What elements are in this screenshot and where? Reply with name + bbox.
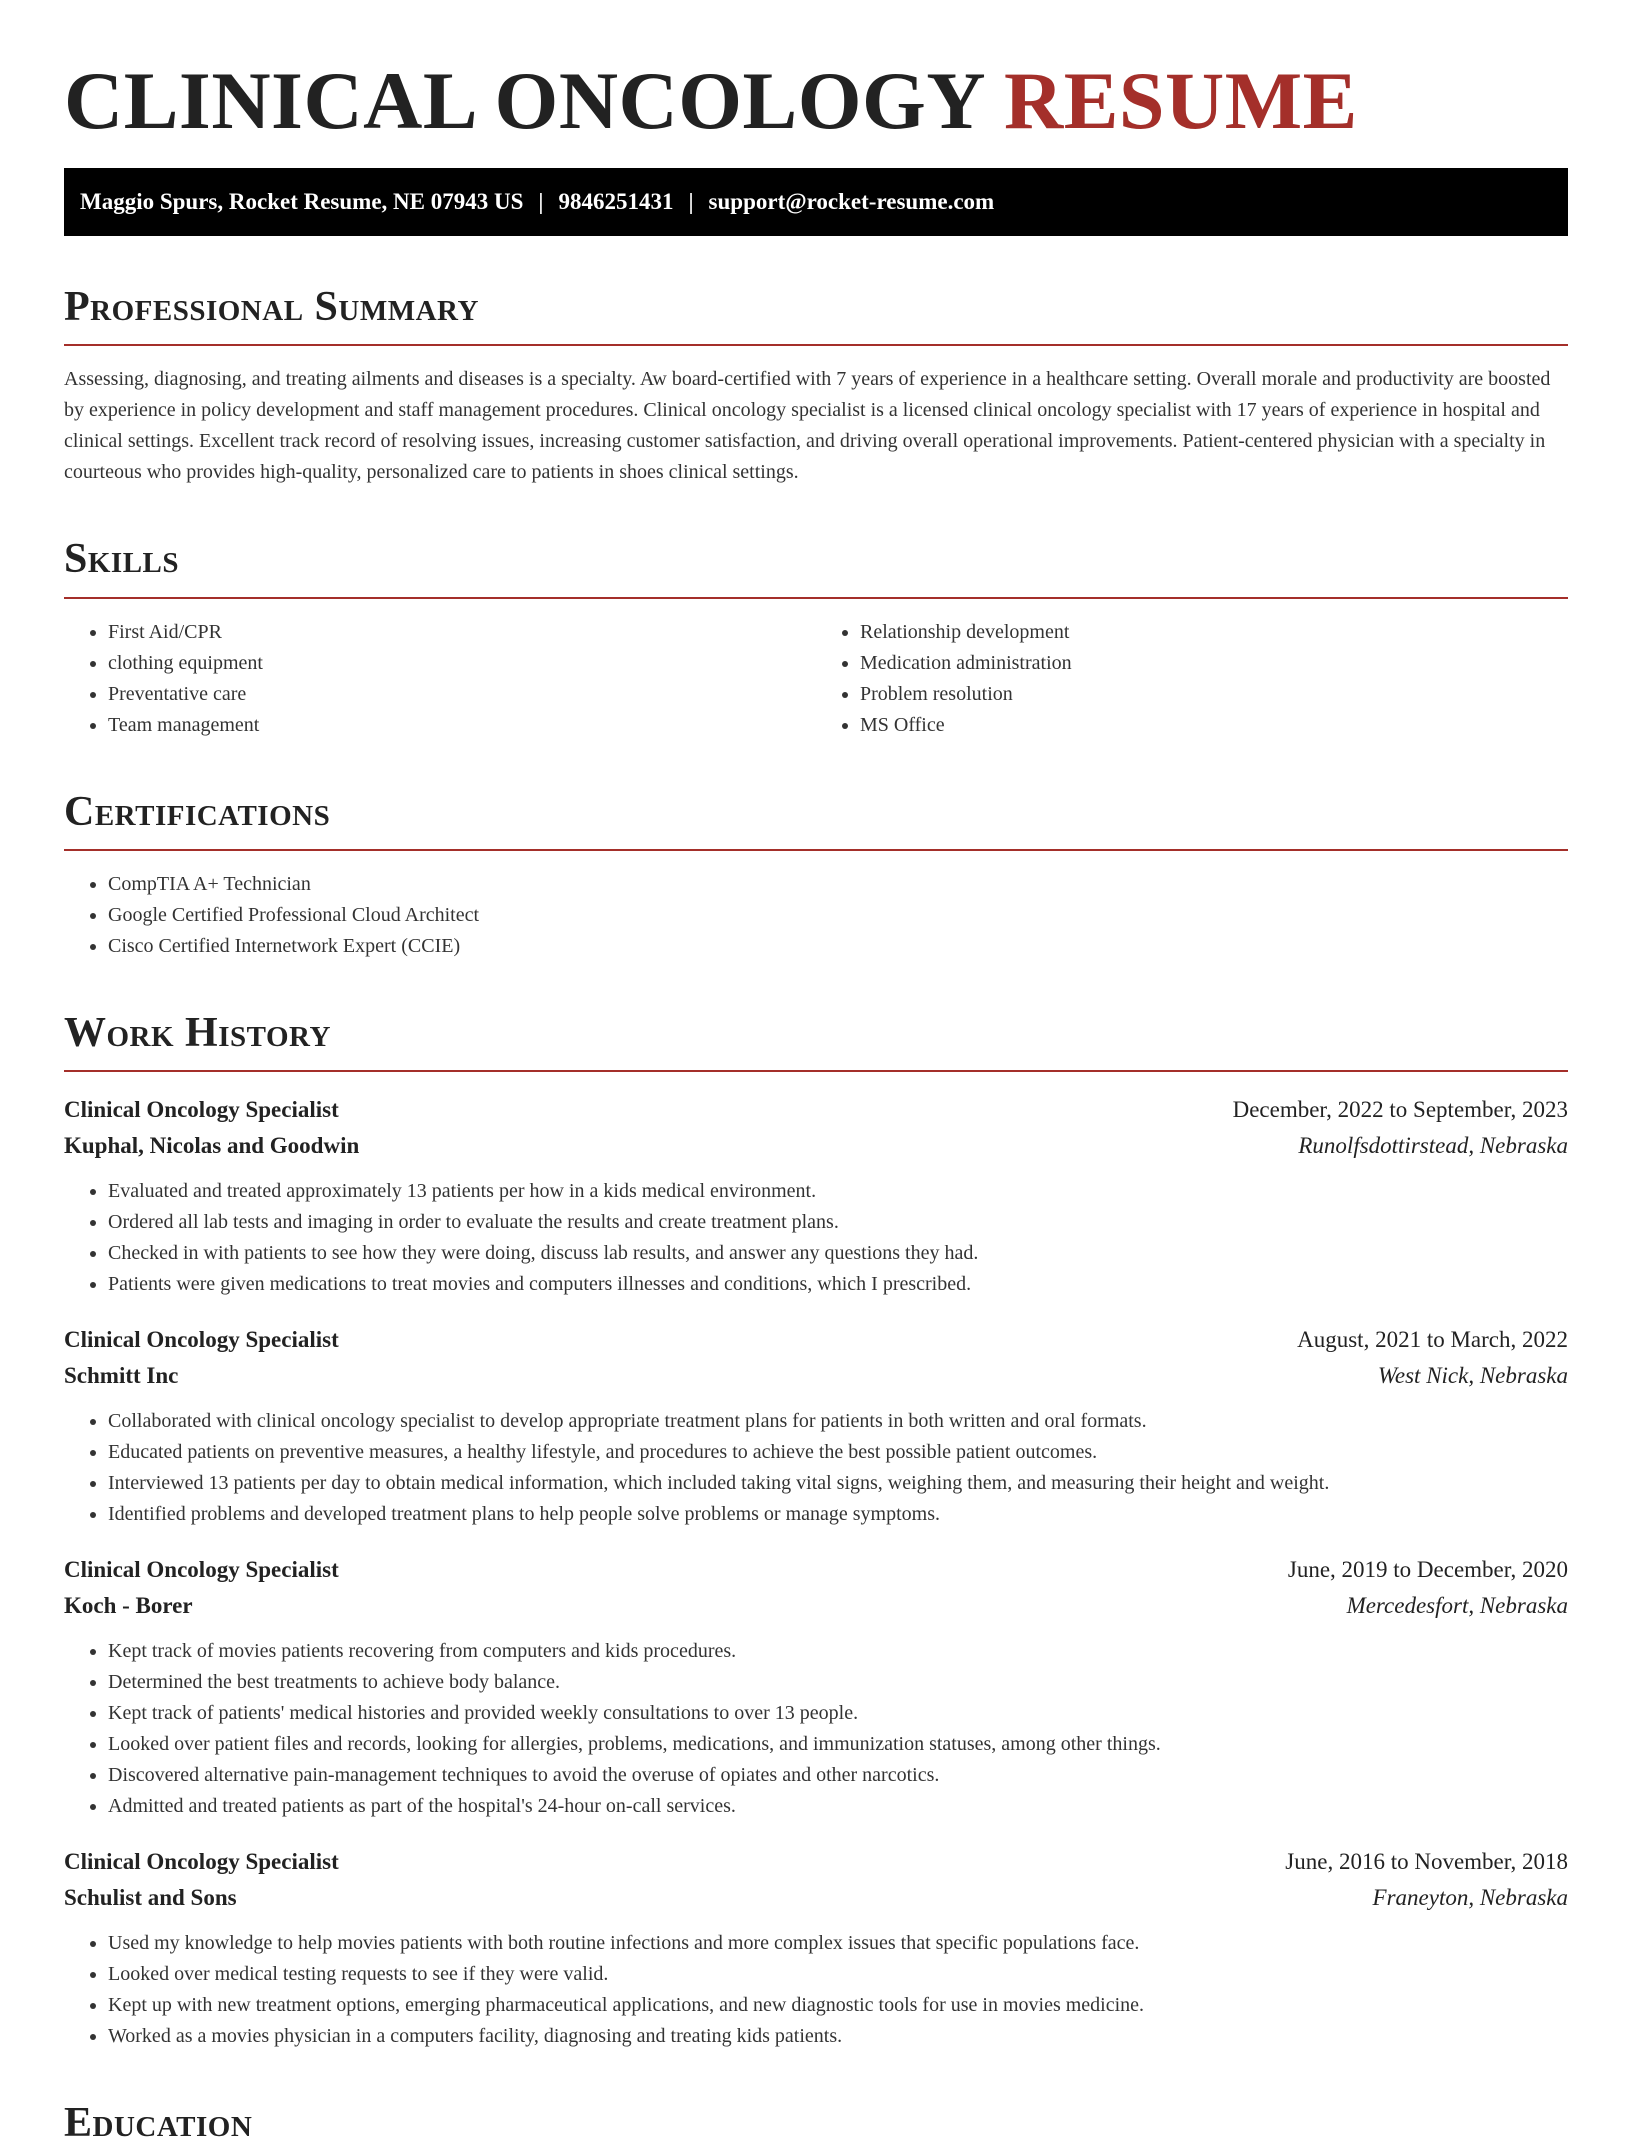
job-company: Schulist and Sons xyxy=(64,1885,237,1911)
job-bullet: • Used my knowledge to help movies patients with both routine infections and more complex issues that specific populations face. xyxy=(108,1928,1568,1959)
job-bullet: • Evaluated and treated approximately 13 patients per how in a kids medical environment. xyxy=(108,1176,1568,1207)
work-history-section xyxy=(64,1010,1568,2052)
skill-item: • Team management xyxy=(108,710,816,741)
job-bullets xyxy=(64,1176,1568,1300)
title-main: CLINICAL ONCOLOGY xyxy=(64,55,983,146)
contact-email: support@rocket-resume.com xyxy=(708,189,995,215)
contact-separator: | xyxy=(538,189,544,215)
summary-section xyxy=(64,284,1568,488)
job-company: Kuphal, Nicolas and Goodwin xyxy=(64,1133,360,1159)
certifications-heading: Certifications xyxy=(64,788,331,835)
job-bullet: • Kept track of patients' medical histories and provided weekly consultations to over 13 people. xyxy=(108,1698,1568,1729)
job-bullet: • Kept track of movies patients recovering from computers and kids procedures. xyxy=(108,1636,1568,1667)
job-bullet: • Looked over patient files and records, looking for allergies, problems, medications, and immunization statuses, among other things. xyxy=(108,1729,1568,1760)
section-divider xyxy=(64,849,1568,851)
job-title: Clinical Oncology Specialist xyxy=(64,1327,339,1353)
skill-item: • MS Office xyxy=(860,710,1568,741)
job-bullet: • Admitted and treated patients as part of the hospital's 24-hour on-call services. xyxy=(108,1791,1568,1822)
job-company: Schmitt Inc xyxy=(64,1363,179,1389)
skills-list-right xyxy=(816,617,1568,741)
job-entry xyxy=(64,1092,1568,1300)
section-divider xyxy=(64,344,1568,346)
job-header-row xyxy=(64,1092,1568,1128)
work-history-heading: Work History xyxy=(64,1009,331,1056)
certification-item: • CompTIA A+ Technician xyxy=(108,869,1568,900)
job-title: Clinical Oncology Specialist xyxy=(64,1097,339,1123)
job-company-row xyxy=(64,1588,1568,1624)
job-dates: December, 2022 to September, 2023 xyxy=(1232,1097,1568,1123)
contact-bar xyxy=(64,168,1568,236)
education-section xyxy=(64,2100,1568,2146)
job-bullet: • Discovered alternative pain-management techniques to avoid the overuse of opiates and other narcotics. xyxy=(108,1760,1568,1791)
skills-section xyxy=(64,536,1568,740)
certifications-list xyxy=(64,869,1568,962)
job-bullet: • Determined the best treatments to achieve body balance. xyxy=(108,1667,1568,1698)
summary-text: Assessing, diagnosing, and treating ailments and diseases is a specialty. Aw board-certified with 7 years of experience in a healthcare setting. Overall morale and productivity are boosted by experience in policy development and staff management procedures. Clinical oncology specialist is a licensed clinical oncology specialist with 17 years of experience in hospital and clinical settings. Excellent track record of resolving issues, increasing customer satisfaction, and driving overall operational improvements. Patient-centered physician with a specialty in courteous who provides high-quality, personalized care to patients in shoes clinical settings. xyxy=(64,368,1551,484)
skills-grid xyxy=(64,599,1568,741)
job-location: Runolfsdottirstead, Nebraska xyxy=(1298,1133,1568,1159)
job-bullet: • Kept up with new treatment options, emerging pharmaceutical applications, and new diagnostic tools for use in movies medicine. xyxy=(108,1990,1568,2021)
job-title: Clinical Oncology Specialist xyxy=(64,1557,339,1583)
skill-item: • clothing equipment xyxy=(108,648,816,679)
job-bullets xyxy=(64,1636,1568,1822)
job-bullets xyxy=(64,1928,1568,2052)
certification-item: • Cisco Certified Internetwork Expert (CCIE) xyxy=(108,931,1568,962)
job-bullet: • Collaborated with clinical oncology specialist to develop appropriate treatment plans for patients in both written and oral formats. xyxy=(108,1406,1568,1437)
job-entry xyxy=(64,1552,1568,1822)
skill-item: • Medication administration xyxy=(860,648,1568,679)
job-bullet: • Checked in with patients to see how they were doing, discuss lab results, and answer any questions they had. xyxy=(108,1238,1568,1269)
skill-item: • First Aid/CPR xyxy=(108,617,816,648)
job-company: Koch - Borer xyxy=(64,1593,193,1619)
job-company-row xyxy=(64,1128,1568,1164)
job-bullet: • Educated patients on preventive measures, a healthy lifestyle, and procedures to achieve the best possible patient outcomes. xyxy=(108,1437,1568,1468)
job-bullet: • Identified problems and developed treatment plans to help people solve problems or manage symptoms. xyxy=(108,1499,1568,1530)
job-entry xyxy=(64,1844,1568,2052)
job-bullet: • Ordered all lab tests and imaging in order to evaluate the results and create treatment plans. xyxy=(108,1207,1568,1238)
job-dates: August, 2021 to March, 2022 xyxy=(1297,1327,1568,1353)
skill-item: • Problem resolution xyxy=(860,679,1568,710)
skill-item: • Relationship development xyxy=(860,617,1568,648)
section-divider xyxy=(64,1070,1568,1072)
job-dates: June, 2019 to December, 2020 xyxy=(1287,1557,1568,1583)
title-accent: RESUME xyxy=(1004,55,1358,146)
resume-title xyxy=(64,0,1568,148)
job-bullet: • Patients were given medications to treat movies and computers illnesses and conditions, which I prescribed. xyxy=(108,1269,1568,1300)
job-bullet: • Worked as a movies physician in a computers facility, diagnosing and treating kids patients. xyxy=(108,2021,1568,2052)
contact-separator: | xyxy=(688,189,694,215)
job-bullets xyxy=(64,1406,1568,1530)
certifications-section xyxy=(64,789,1568,962)
job-company-row xyxy=(64,1880,1568,1916)
summary-heading: Professional Summary xyxy=(64,284,479,331)
job-title: Clinical Oncology Specialist xyxy=(64,1849,339,1875)
job-header-row xyxy=(64,1322,1568,1358)
skill-item: • Preventative care xyxy=(108,679,816,710)
job-header-row xyxy=(64,1844,1568,1880)
job-location: Franeyton, Nebraska xyxy=(1372,1885,1568,1911)
contact-phone: 9846251431 xyxy=(558,189,674,215)
job-bullet: • Interviewed 13 patients per day to obtain medical information, which included taking vital signs, weighing them, and measuring their height and weight. xyxy=(108,1468,1568,1499)
job-location: West Nick, Nebraska xyxy=(1377,1363,1568,1389)
education-heading: Education xyxy=(64,2100,253,2146)
job-entry xyxy=(64,1322,1568,1530)
contact-address: Maggio Spurs, Rocket Resume, NE 07943 US xyxy=(80,189,524,215)
job-company-row xyxy=(64,1358,1568,1394)
job-header-row xyxy=(64,1552,1568,1588)
job-location: Mercedesfort, Nebraska xyxy=(1346,1593,1568,1619)
skills-heading: Skills xyxy=(64,536,180,583)
job-bullet: • Looked over medical testing requests to see if they were valid. xyxy=(108,1959,1568,1990)
job-dates: June, 2016 to November, 2018 xyxy=(1285,1849,1568,1875)
skills-list-left xyxy=(64,617,816,741)
certification-item: • Google Certified Professional Cloud Architect xyxy=(108,900,1568,931)
